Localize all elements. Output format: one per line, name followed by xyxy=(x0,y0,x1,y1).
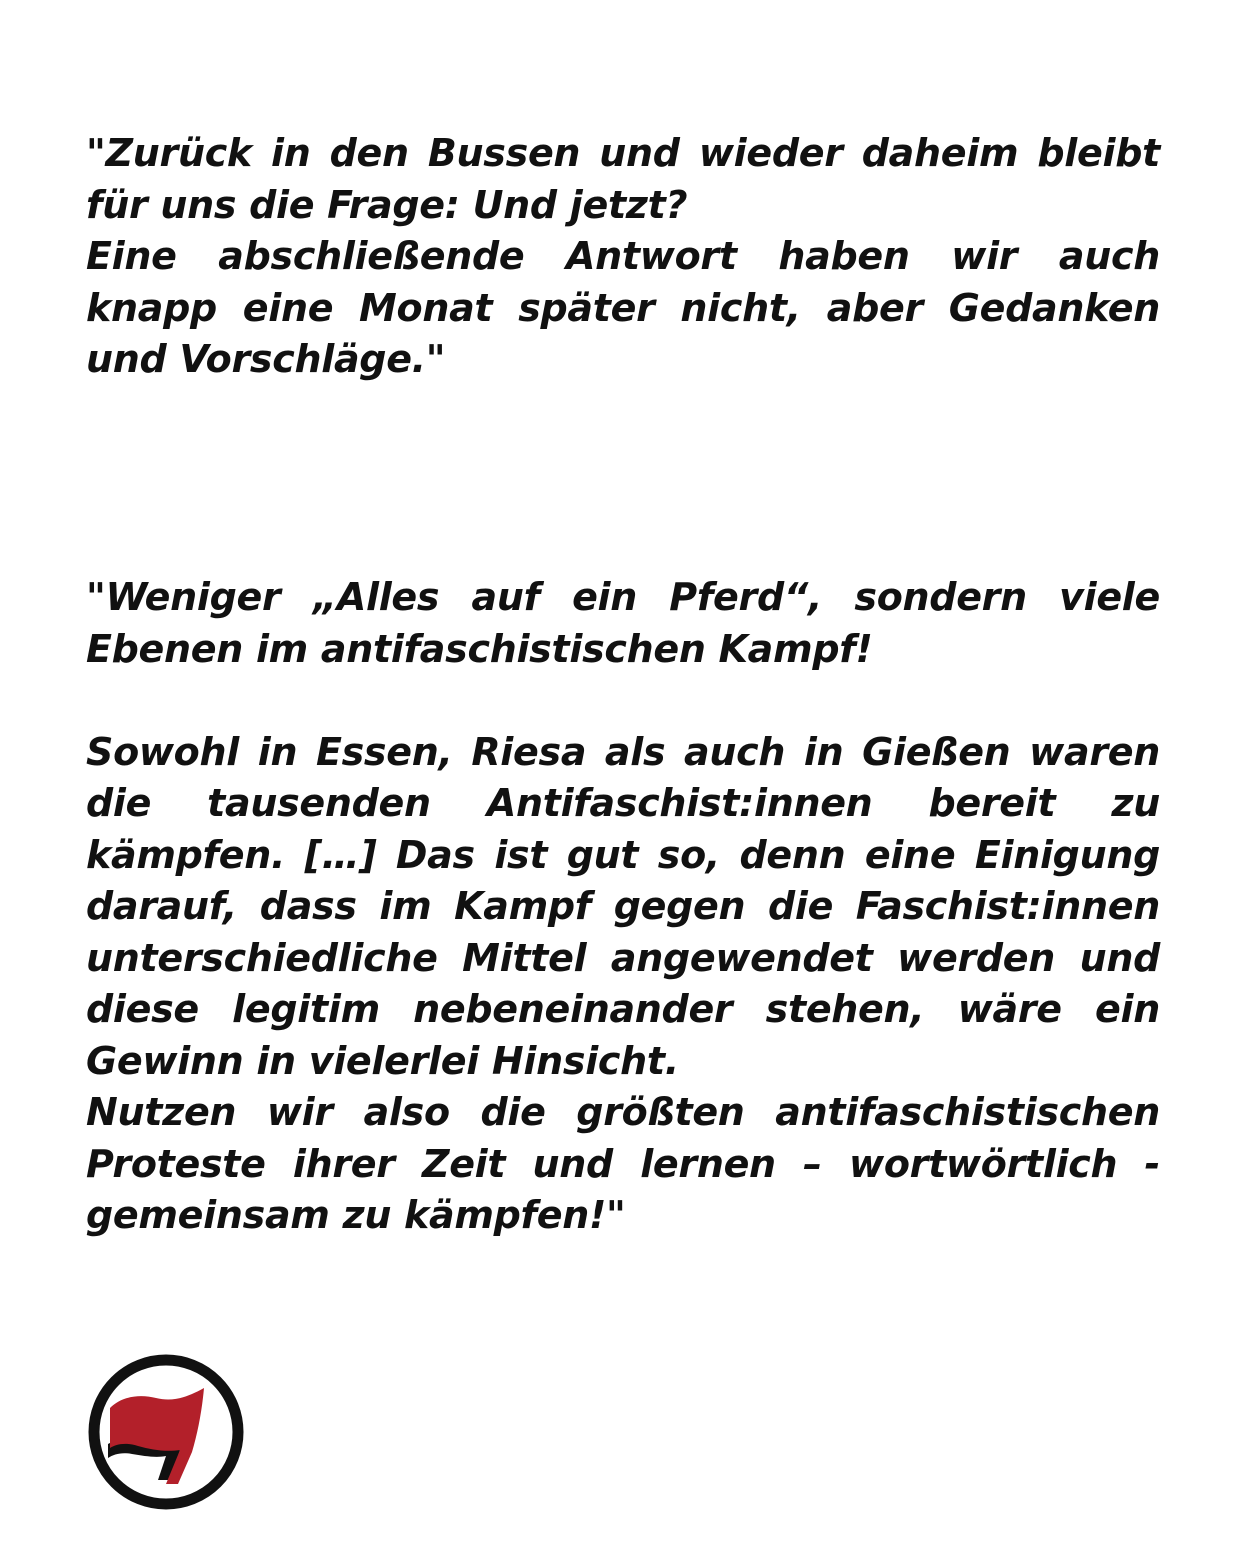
quote-block-2 xyxy=(86,572,1160,1242)
paragraph-gap xyxy=(86,675,1160,727)
quote-1-paragraph-2: Eine abschließende Antwort haben wir auch knapp eine Monat später nicht, aber Gedanken und Vorschläge." xyxy=(86,234,1160,381)
quote-2-paragraph-1: "Weniger „Alles auf ein Pferd“, sondern viele Ebenen im antifaschistischen Kampf! xyxy=(86,575,1160,671)
quote-2-paragraph-3: Nutzen wir also die größten antifaschistischen Proteste ihrer Zeit und lernen – wortwörtlich - gemeinsam zu kämpfen!" xyxy=(86,1090,1160,1237)
quote-1-paragraph-1: "Zurück in den Bussen und wieder daheim bleibt für uns die Frage: Und jetzt? xyxy=(86,131,1160,227)
quote-block-1 xyxy=(86,128,1160,386)
quote-2-paragraph-2: Sowohl in Essen, Riesa als auch in Gießen waren die tausenden Antifaschist:innen bereit zu kämpfen. […] Das ist gut so, denn eine Einigung darauf, dass im Kampf gegen die Faschist:innen unterschiedliche Mittel angewendet werden und diese legitim nebeneinander stehen, wäre ein Gewinn in vielerlei Hinsicht. xyxy=(86,729,1160,1083)
antifa-flags-icon xyxy=(86,1352,246,1512)
